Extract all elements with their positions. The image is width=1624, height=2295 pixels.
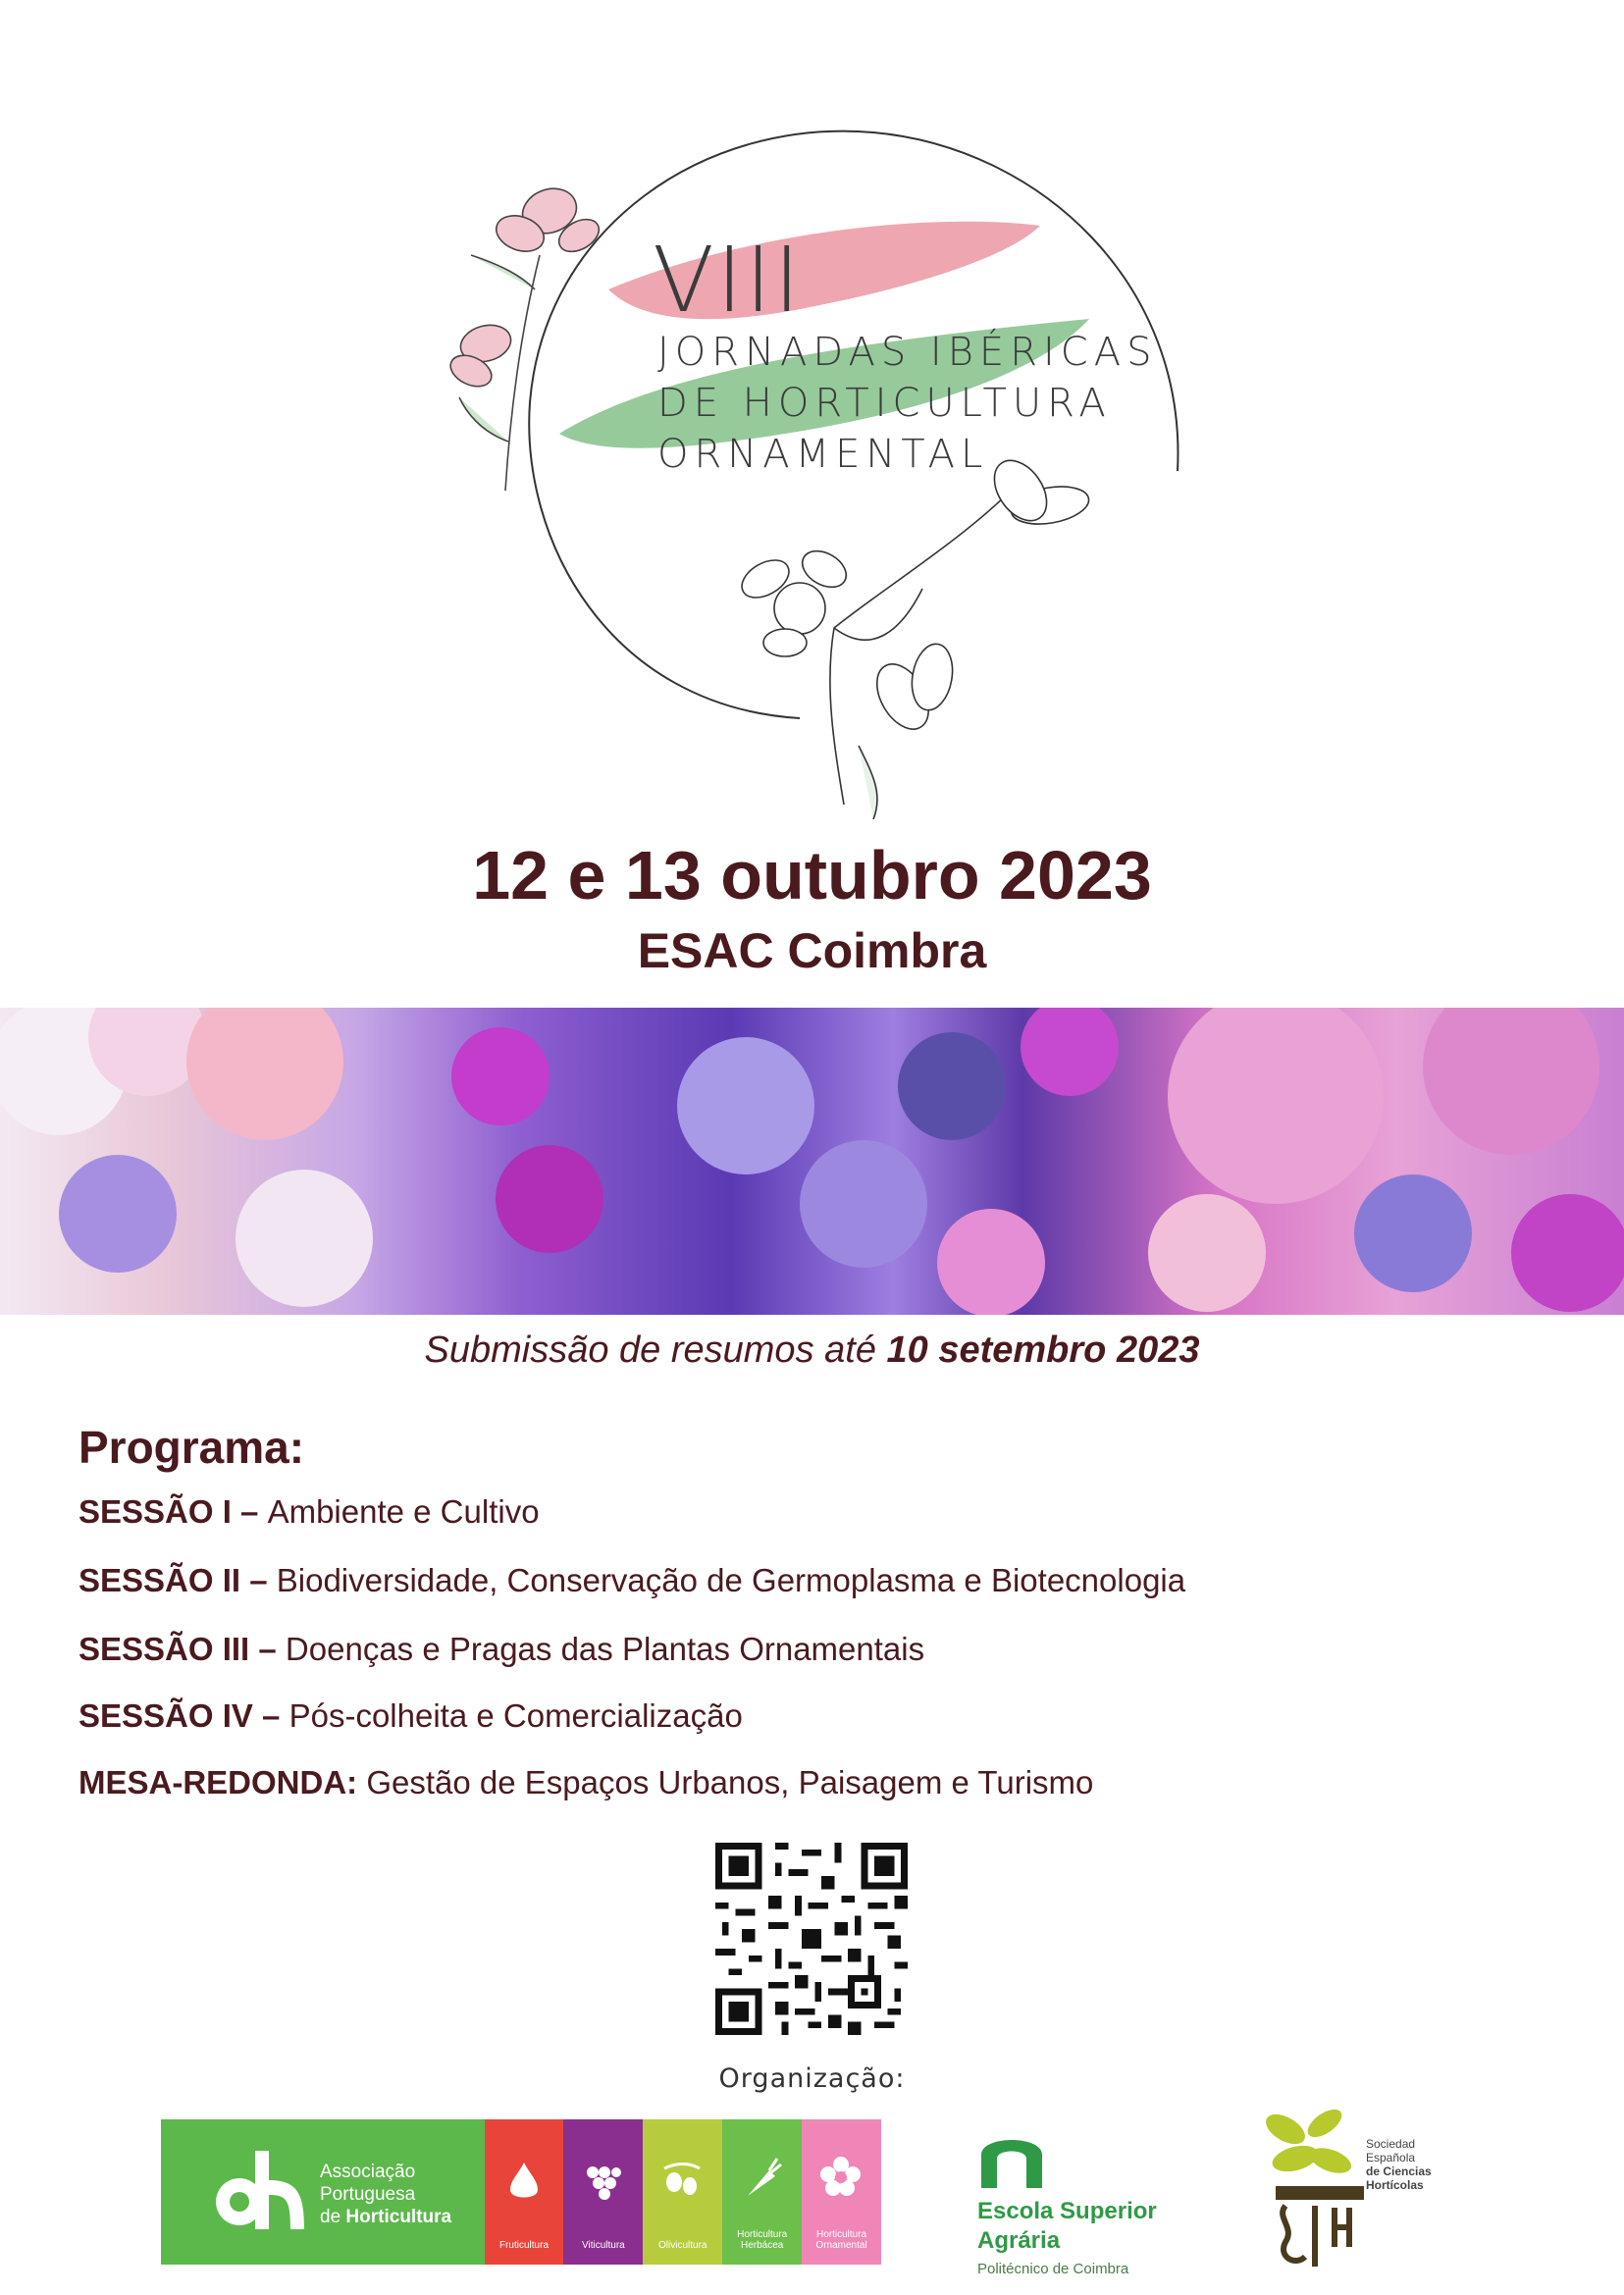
session-text: Biodiversidade, Conservação de Germoplasma e Biotecnologia (276, 1562, 1186, 1598)
tile-label: Olivicultura (658, 2240, 707, 2251)
tile-viticultura (563, 2119, 643, 2265)
tile-horticultura-ornamental (802, 2119, 881, 2265)
program-title: Programa: (79, 1422, 305, 1473)
program-session (79, 1562, 1185, 1599)
session-label: SESSÃO III – (79, 1631, 286, 1667)
event-venue: ESAC Coimbra (637, 923, 987, 978)
submission-prefix: Submissão de resumos até (424, 1330, 887, 1371)
program-session (79, 1697, 743, 1735)
sech-logo-icon (1256, 2100, 1364, 2276)
bottom-flowers-icon (735, 451, 1091, 819)
submission-deadline (0, 1330, 1624, 1372)
left-flower-icon (445, 182, 604, 491)
flower-banner-art (0, 1008, 1624, 1315)
qr-code[interactable] (715, 1843, 908, 2035)
program-session (79, 1493, 540, 1531)
esa-line2: Agrária (977, 2227, 1061, 2254)
aph-name-prefix: de (320, 2207, 346, 2227)
aph-name-line3 (320, 2206, 451, 2228)
sech-line3: de Ciencias (1366, 2165, 1432, 2178)
session-label: SESSÃO II – (79, 1562, 277, 1598)
program-session (79, 1764, 1093, 1801)
tile-fruticultura (485, 2119, 564, 2265)
olive-icon (660, 2159, 704, 2204)
submission-date: 10 setembro 2023 (886, 1330, 1200, 1371)
esa-line3: Politécnico de Coimbra (977, 2261, 1129, 2277)
tile-label: Fruticultura (498, 2240, 549, 2251)
session-text: Pós-colheita e Comercialização (288, 1697, 743, 1734)
flower-icon (819, 2155, 863, 2200)
session-text: Gestão de Espaços Urbanos, Paisagem e Turismo (366, 1764, 1094, 1800)
aph-name-bold: Horticultura (345, 2207, 452, 2227)
session-label: MESA-REDONDA: (79, 1764, 367, 1800)
aph-logo (161, 2119, 881, 2265)
session-text: Doenças e Pragas das Plantas Ornamentais (285, 1631, 925, 1667)
tile-label: Horticultura Herbácea (737, 2229, 788, 2251)
sech-text-block (1366, 2137, 1432, 2192)
aph-mark-icon (210, 2141, 308, 2239)
grapes-icon (581, 2159, 624, 2204)
program-session (79, 1631, 924, 1668)
session-label: SESSÃO IV – (79, 1697, 289, 1734)
tile-olivicultura (643, 2119, 722, 2265)
edition-number: VIII (653, 228, 803, 333)
tile-label: Viticultura (582, 2240, 625, 2251)
title-line-1: JORNADAS IBÉRICAS (657, 330, 1158, 375)
esa-arch-icon (977, 2125, 1046, 2188)
title-line-2: DE HORTICULTURA (657, 381, 1112, 426)
aph-name-line1: Associação (320, 2162, 416, 2182)
session-label: SESSÃO I – (79, 1493, 268, 1530)
title-line-3: ORNAMENTAL (657, 432, 989, 477)
carrot-icon (740, 2155, 783, 2200)
sech-line2: Española (1366, 2151, 1416, 2165)
pear-icon (504, 2159, 544, 2204)
sech-line4: Hortícolas (1366, 2178, 1424, 2192)
organization-label: Organização: (718, 2063, 906, 2094)
aph-main-block (161, 2119, 485, 2265)
tile-label: Horticultura Ornamental (815, 2229, 867, 2251)
sech-line1: Sociedad (1366, 2137, 1416, 2151)
aph-name-line2: Portuguesa (320, 2184, 416, 2205)
session-text: Ambiente e Cultivo (267, 1493, 540, 1530)
flower-banner-image (0, 1008, 1624, 1315)
esa-line1: Escola Superior (977, 2198, 1157, 2224)
tile-horticultura-herbacea (722, 2119, 802, 2265)
event-dates: 12 e 13 outubro 2023 (472, 837, 1152, 913)
